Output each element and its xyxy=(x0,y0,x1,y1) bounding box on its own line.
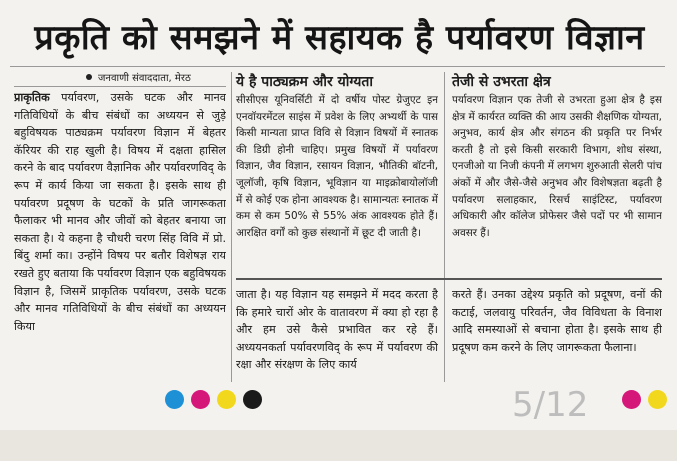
byline xyxy=(86,70,236,84)
column-divider-2 xyxy=(444,72,445,382)
column-2-bottom xyxy=(236,286,438,378)
cyan-registration-dot xyxy=(165,390,184,409)
column-1 xyxy=(14,89,226,379)
yellow-registration-dot xyxy=(648,390,667,409)
article-headline: प्रकृति को समझने में सहायक है पर्यावरण विज्ञान xyxy=(34,18,645,58)
yellow-registration-dot xyxy=(217,390,236,409)
page-margin xyxy=(0,430,677,461)
byline-text: जनवाणी संवाददाता, मेरठ xyxy=(98,73,191,84)
column-1-text: पर्यावरण, उसके घटक और मानव गतिविधियों के बीच संबंधों का अध्ययन से जुड़े बहुविषयक पाठ्यक्रम पर्यावरण विज्ञान में बेहतर कॅरियर की राह खुली है। विषय में दक्षता हासिल करने के बाद पर्यावरण वैज्ञानिक और पर्यावरणविद् के रूप में कार्य किया जा सकता है। इसके साथ ही पर्यावरण प्रदूषण के घटकों के प्रति जागरूकता फैलाकर भी मानव और जीवों को बेहतर बनाया जा सकता है। ये कहना है चौधरी चरण सिंह विवि में प्रो. बिंदु शर्मा का। उन्होंने विषय पर बतौर विशेषज्ञ राय रखते हुए बताया कि पर्यावरण विज्ञान एक बहुविषयक विज्ञान है, जिसमें प्राकृतिक पर्यावरण, उसके घटक और मानव गतिविधियों के बीच संबंधों का अध्ययन किया xyxy=(14,91,226,333)
column-3-top-text: पर्यावरण विज्ञान एक तेजी से उभरता हुआ क्षेत्र है इस क्षेत्र में कार्यरत व्यक्ति की आय उसकी शैक्षणिक योग्यता, अनुभव, कार्य क्षेत्र और संगठन की प्रकृति पर निर्भर करती है तो इसे किसी सरकारी विभाग, शोध संस्था, एनजीओ या निजी कंपनी में लगभग शुरुआती सेलरी पांच अंकों में और जैसे-जैसे अनुभव और विशेषज्ञता बढ़ती है पर्यावरण सलाहकार, रिसर्च साइंटिस्ट, पर्यावरण अधिकारी और कॉलेज प्रोफेसर जैसे पदों पर भी सामान अवसर हैं। xyxy=(452,94,662,239)
registration-marks-left xyxy=(165,390,262,409)
column-3-bottom xyxy=(452,286,662,378)
page-number: 5/12 xyxy=(512,385,589,425)
magenta-registration-dot xyxy=(622,390,641,409)
lead-word: प्राकृतिक xyxy=(14,91,50,104)
registration-marks-right xyxy=(466,390,667,409)
headline-rule xyxy=(10,66,665,67)
column-2-top-text: सीसीएस यूनिवर्सिटी में दो वर्षीय पोस्ट ग्रेजुएट इन एनवॉयरमेंटल साइंस में प्रवेश के लिए अभ्यर्थी के पास किसी मान्यता प्राप्त विवि से विज्ञान विषयों में स्नातक की डिग्री होनी चाहिए। प्रमुख विषयों में पर्यावरण विज्ञान, जैव विज्ञान, रसायन विज्ञान, भौतिकी बॉटनी, जूलॉजी, कृषि विज्ञान, भूविज्ञान या माइक्रोबायोलॉजी में से कोई एक होना आवश्यक है। सामान्यतः स्नातक में कम से कम 50% से 55% अंक आवश्यक होते हैं। आरक्षित वर्गों को कुछ संस्थानों में छूट दी जाती है। xyxy=(236,94,438,239)
column-divider-1 xyxy=(231,72,232,382)
magenta-registration-dot xyxy=(191,390,210,409)
bullet-icon xyxy=(86,74,92,80)
column-3-bottom-text: करते हैं। उनका उद्देश्य प्रकृति को प्रदूषण, वनों की कटाई, जलवायु परिवर्तन, जैव विविधता के विनाश आदि समस्याओं से बचाना होता है। इसके साथ ही प्रदूषण कम करने के लिए जागरूकता फैलाना। xyxy=(452,288,662,354)
byline-rule xyxy=(14,86,226,87)
column-2-top xyxy=(236,92,438,268)
black-registration-dot xyxy=(243,390,262,409)
section-rule xyxy=(236,278,662,280)
column-1-paragraph xyxy=(14,89,226,335)
subhead-emerging-field: तेजी से उभरता क्षेत्र xyxy=(452,74,551,90)
column-2-bottom-text: जाता है। यह विज्ञान यह समझने में मदद करता है कि हमारे चारों ओर के वातावरण में क्या हो रहा है और हम उसे कैसे प्रभावित कर रहे हैं। अध्ययनकर्ता पर्यावरणविद् के रूप में पर्यावरण की रक्षा और संरक्षण के लिए कार्य xyxy=(236,288,438,372)
subhead-course: ये है पाठ्यक्रम और योग्यता xyxy=(236,74,374,90)
column-3-top xyxy=(452,92,662,268)
